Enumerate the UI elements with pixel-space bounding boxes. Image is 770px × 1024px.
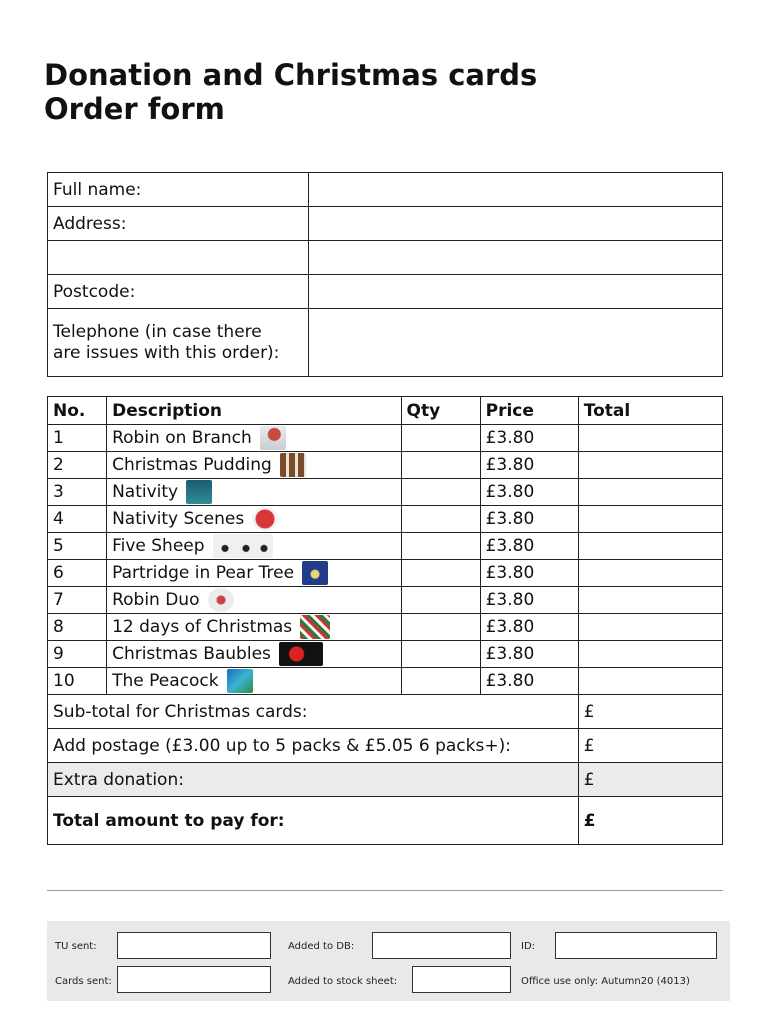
item-price: £3.80	[480, 587, 578, 614]
item-no: 5	[48, 533, 107, 560]
full-name-input[interactable]	[314, 173, 717, 206]
cards-sent-label: Cards sent:	[55, 976, 112, 987]
item-qty-cell[interactable]	[401, 479, 480, 506]
header-price: Price	[480, 397, 578, 425]
added-to-db-input[interactable]	[372, 932, 511, 959]
order-header-row	[48, 397, 723, 425]
postcode-row	[48, 275, 723, 309]
sheep-card-thumbnail-icon	[213, 534, 273, 558]
item-description	[107, 614, 401, 641]
item-description-text: Partridge in Pear Tree	[112, 563, 295, 583]
item-price: £3.80	[480, 533, 578, 560]
item-description-text: Five Sheep	[112, 536, 205, 556]
item-qty-cell[interactable]	[401, 506, 480, 533]
added-to-stock-input[interactable]	[412, 966, 511, 993]
address-line-2-row	[48, 241, 723, 275]
item-no: 2	[48, 452, 107, 479]
grand-total-label: Total amount to pay for:	[48, 797, 579, 845]
item-description-text: The Peacock	[112, 671, 219, 691]
item-price: £3.80	[480, 641, 578, 668]
item-total-cell[interactable]	[578, 668, 722, 695]
item-description-text: Christmas Baubles	[112, 644, 271, 664]
added-to-stock-label: Added to stock sheet:	[288, 976, 398, 987]
contact-details-table	[47, 172, 723, 377]
item-description	[107, 506, 401, 533]
table-row	[48, 533, 723, 560]
item-price: £3.80	[480, 452, 578, 479]
item-description-text: Robin on Branch	[112, 428, 252, 448]
postage-value-cell[interactable]: £	[578, 729, 722, 763]
subtotal-row	[48, 695, 723, 729]
item-total-cell[interactable]	[578, 506, 722, 533]
telephone-label-line-2: are issues with this order):	[53, 342, 280, 363]
table-row	[48, 668, 723, 695]
grand-total-row	[48, 797, 723, 845]
address-line-2-label	[48, 241, 309, 275]
item-price: £3.80	[480, 506, 578, 533]
telephone-label	[48, 309, 309, 377]
item-price: £3.80	[480, 614, 578, 641]
donation-row	[48, 763, 723, 797]
postcode-input[interactable]	[314, 275, 717, 308]
peacock-card-thumbnail-icon	[227, 669, 253, 693]
item-no: 7	[48, 587, 107, 614]
divider	[47, 890, 723, 891]
title-line-2: Order form	[44, 92, 225, 126]
office-use-note: Office use only: Autumn20 (4013)	[521, 976, 690, 987]
item-qty-cell[interactable]	[401, 614, 480, 641]
baubles-card-thumbnail-icon	[279, 642, 323, 666]
grand-total-value-cell[interactable]: £	[578, 797, 722, 845]
full-name-label: Full name:	[48, 173, 309, 207]
item-qty-cell[interactable]	[401, 425, 480, 452]
donation-value-cell[interactable]: £	[578, 763, 722, 797]
id-input[interactable]	[555, 932, 717, 959]
pudding-card-thumbnail-icon	[280, 453, 306, 477]
header-description: Description	[107, 397, 401, 425]
table-row	[48, 560, 723, 587]
item-total-cell[interactable]	[578, 614, 722, 641]
added-to-db-label: Added to DB:	[288, 941, 355, 952]
address-input[interactable]	[314, 207, 717, 240]
item-no: 3	[48, 479, 107, 506]
postcode-cell	[309, 275, 723, 309]
item-total-cell[interactable]	[578, 533, 722, 560]
item-no: 4	[48, 506, 107, 533]
table-row	[48, 425, 723, 452]
item-qty-cell[interactable]	[401, 452, 480, 479]
item-description-text: Nativity	[112, 482, 179, 502]
item-total-cell[interactable]	[578, 425, 722, 452]
robin-card-thumbnail-icon	[260, 426, 286, 450]
order-table	[47, 396, 723, 845]
item-qty-cell[interactable]	[401, 641, 480, 668]
subtotal-value-cell[interactable]: £	[578, 695, 722, 729]
item-total-cell[interactable]	[578, 587, 722, 614]
item-description-text: Nativity Scenes	[112, 509, 245, 529]
item-total-cell[interactable]	[578, 452, 722, 479]
telephone-label-line-1: Telephone (in case there	[53, 321, 262, 342]
item-description	[107, 425, 401, 452]
header-qty: Qty	[401, 397, 480, 425]
item-description	[107, 533, 401, 560]
telephone-row	[48, 309, 723, 377]
office-use-panel	[47, 921, 730, 1001]
postage-label: Add postage (£3.00 up to 5 packs & £5.05 6 packs+):	[48, 729, 579, 763]
item-description	[107, 668, 401, 695]
table-row	[48, 506, 723, 533]
postcode-label: Postcode:	[48, 275, 309, 309]
item-price: £3.80	[480, 425, 578, 452]
header-no: No.	[48, 397, 107, 425]
table-row	[48, 452, 723, 479]
item-description	[107, 641, 401, 668]
twelve-days-card-thumbnail-icon	[300, 615, 330, 639]
nativity-scenes-card-thumbnail-icon	[252, 507, 278, 531]
address-cell	[309, 207, 723, 241]
item-total-cell[interactable]	[578, 641, 722, 668]
table-row	[48, 614, 723, 641]
page-title	[44, 58, 537, 126]
full-name-row	[48, 173, 723, 207]
telephone-input[interactable]	[314, 309, 717, 376]
item-description-text: Robin Duo	[112, 590, 200, 610]
address-label: Address:	[48, 207, 309, 241]
postage-row	[48, 729, 723, 763]
partridge-card-thumbnail-icon	[302, 561, 328, 585]
item-no: 1	[48, 425, 107, 452]
item-total-cell[interactable]	[578, 479, 722, 506]
item-qty-cell[interactable]	[401, 560, 480, 587]
item-price: £3.80	[480, 668, 578, 695]
donation-label: Extra donation:	[48, 763, 579, 797]
table-row	[48, 641, 723, 668]
header-total: Total	[578, 397, 722, 425]
item-total-cell[interactable]	[578, 560, 722, 587]
nativity-card-thumbnail-icon	[186, 480, 212, 504]
subtotal-label: Sub-total for Christmas cards:	[48, 695, 579, 729]
tu-sent-label: TU sent:	[55, 941, 97, 952]
item-description-text: 12 days of Christmas	[112, 617, 293, 637]
item-qty-cell[interactable]	[401, 668, 480, 695]
item-qty-cell[interactable]	[401, 533, 480, 560]
telephone-cell	[309, 309, 723, 377]
item-no: 8	[48, 614, 107, 641]
title-line-1: Donation and Christmas cards	[44, 58, 538, 92]
robin-duo-card-thumbnail-icon	[208, 588, 234, 612]
address-line-2-cell	[309, 241, 723, 275]
cards-sent-input[interactable]	[117, 966, 271, 993]
tu-sent-input[interactable]	[117, 932, 271, 959]
table-row	[48, 479, 723, 506]
item-description	[107, 587, 401, 614]
item-description	[107, 479, 401, 506]
item-qty-cell[interactable]	[401, 587, 480, 614]
id-label: ID:	[521, 941, 536, 952]
item-description-text: Christmas Pudding	[112, 455, 272, 475]
item-price: £3.80	[480, 560, 578, 587]
address-line-2-input[interactable]	[314, 241, 717, 274]
item-price: £3.80	[480, 479, 578, 506]
address-row	[48, 207, 723, 241]
item-no: 6	[48, 560, 107, 587]
item-description	[107, 560, 401, 587]
full-name-cell	[309, 173, 723, 207]
item-no: 10	[48, 668, 107, 695]
item-description	[107, 452, 401, 479]
table-row	[48, 587, 723, 614]
item-no: 9	[48, 641, 107, 668]
